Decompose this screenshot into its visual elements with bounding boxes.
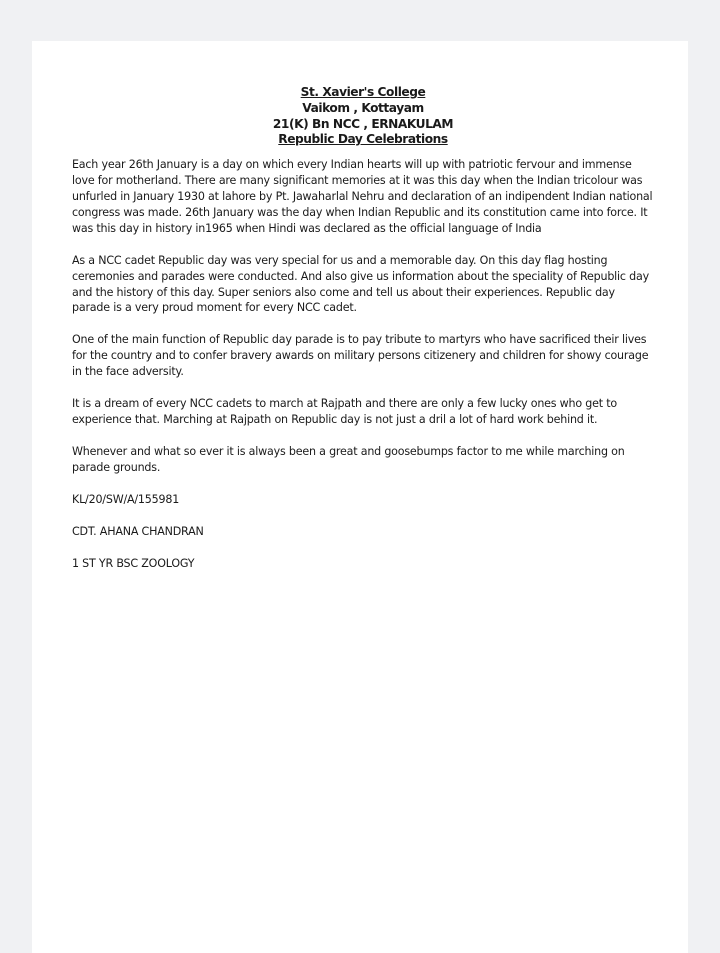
cadet-name: CDT. AHANA CHANDRAN [72, 524, 204, 538]
paragraph-1: Each year 26th January is a day on which every Indian hearts will up with patriotic fervour and immense love for motherland. There are many significant memories at it was this day when the Indian tricolour was unfurled in January 1930 at lahore by Pt. Jawaharlal Nehru and declaration of an indipendent Indian national congress was made. 26th January was the day when Indian Republic and its constitution came into force. It was this day in history in1965 when Hindi was declared as the official language of India [72, 158, 653, 235]
cadet-course: 1 ST YR BSC ZOOLOGY [72, 556, 195, 570]
document-title: Republic Day Celebrations [278, 132, 448, 147]
document-content [72, 85, 654, 587]
college-location: Vaikom , Kottayam [302, 100, 424, 115]
regimental-number: KL/20/SW/A/155981 [72, 492, 180, 506]
ncc-unit: 21(K) Bn NCC , ERNAKULAM [272, 116, 454, 131]
paragraph-3: One of the main function of Republic day parade is to pay tribute to martyrs who have sacrificed their lives for the country and to confer bravery awards on military persons citizenery and children for showy courage in the face adversity. [72, 333, 649, 379]
document-page [32, 41, 688, 953]
document-header [72, 85, 654, 148]
paragraph-5: Whenever and what so ever it is always been a great and goosebumps factor to me while marching on parade grounds. [72, 444, 625, 474]
paragraph-2: As a NCC cadet Republic day was very special for us and a memorable day. On this day flag hosting ceremonies and parades were conducted. And also give us information about the speciality of Republic day and the history of this day. Super seniors also come and tell us about their experiences. Republic day parade is a very proud moment for every NCC cadet. [72, 253, 649, 315]
paragraph-4: It is a dream of every NCC cadets to march at Rajpath and there are only a few lucky ones who get to experience that. Marching at Rajpath on Republic day is not just a dril a lot of hard work behind it. [72, 397, 617, 426]
college-name: St. Xavier's College [300, 85, 426, 99]
